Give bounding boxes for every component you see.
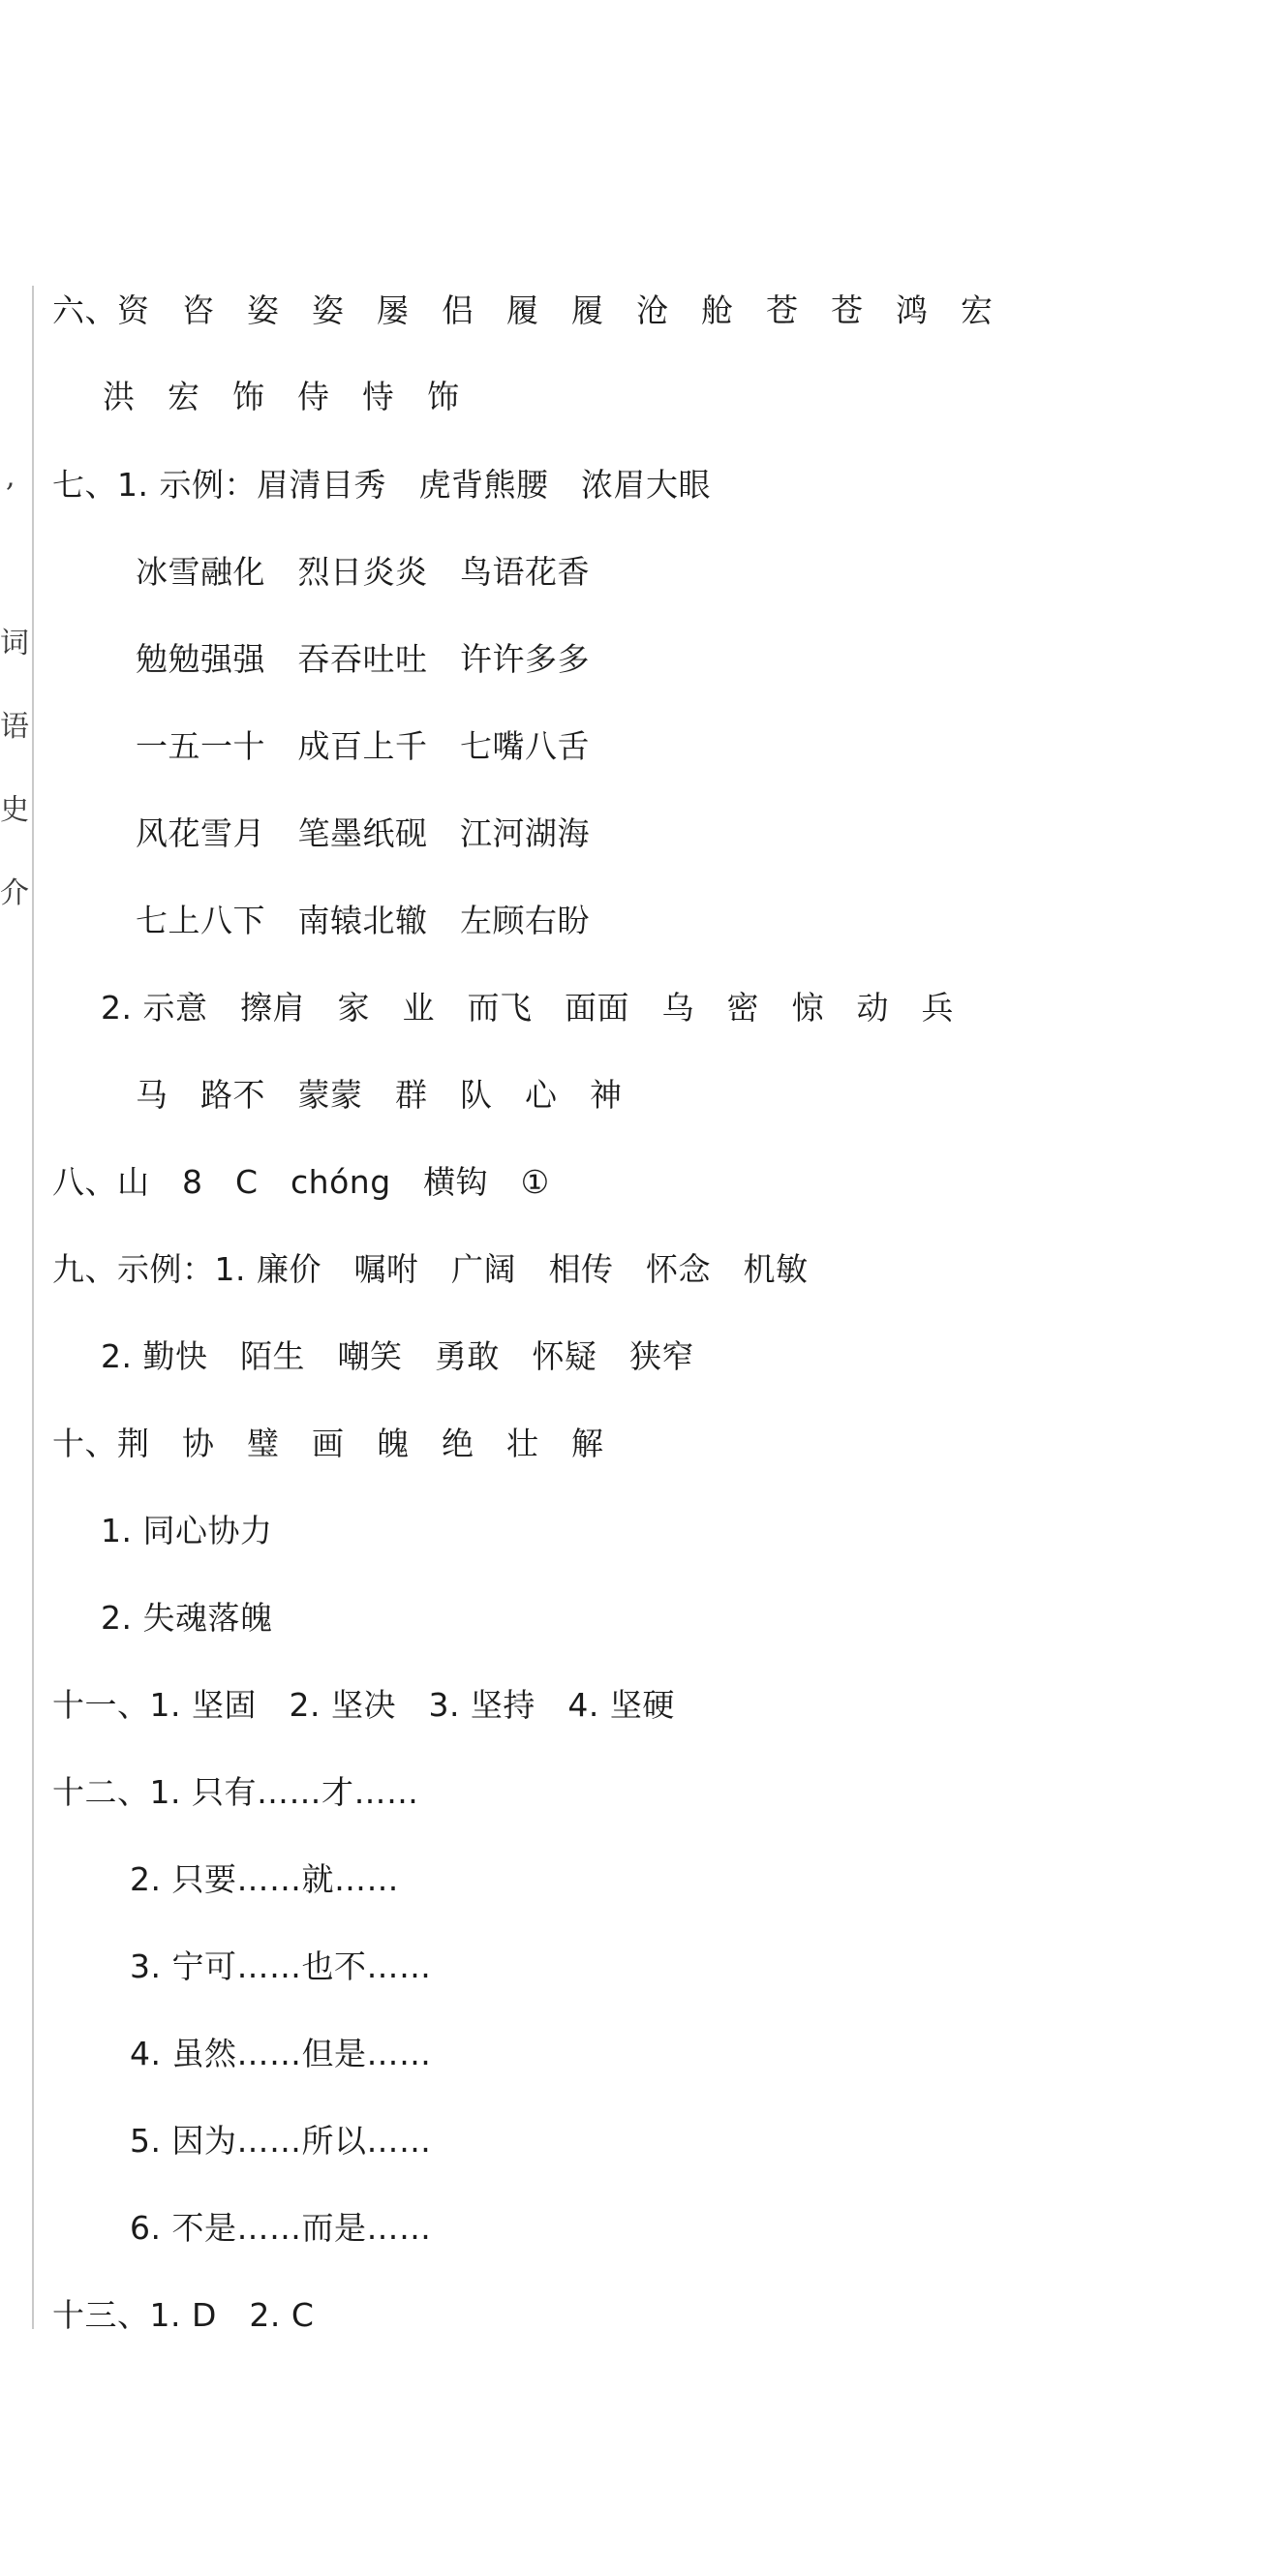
answer-line-8: 八、山 8 C chóng 横钩 ①	[52, 1163, 550, 1201]
answer-line-7-1-f: 七上八下 南辕北辙 左顾右盼	[136, 902, 590, 939]
answer-line-7-1: 七、1. 示例：眉清目秀 虎背熊腰 浓眉大眼	[52, 466, 711, 504]
answer-line-11: 十一、1. 坚固 2. 坚决 3. 坚持 4. 坚硬	[52, 1686, 675, 1724]
answer-line-9-2: 2. 勤快 陌生 嘲笑 勇敢 怀疑 狭窄	[101, 1337, 694, 1375]
edge-fragment: 词	[0, 627, 29, 660]
answer-line-12-2: 2. 只要……就……	[130, 1860, 399, 1898]
answer-line-9-1: 九、示例：1. 廉价 嘱咐 广阔 相传 怀念 机敏	[52, 1250, 809, 1288]
answer-line-10-1: 1. 同心协力	[101, 1512, 273, 1549]
answer-line-7-2-b: 马 路不 蒙蒙 群 队 心 神	[136, 1076, 623, 1114]
answer-line-12-5: 5. 因为……所以……	[130, 2122, 432, 2160]
edge-fragment: 介	[0, 876, 29, 910]
answer-line-12-4: 4. 虽然……但是……	[130, 2035, 432, 2072]
edge-fragment: ,	[6, 460, 15, 494]
answer-line-7-1-e: 风花雪月 笔墨纸砚 江河湖海	[136, 814, 590, 852]
edge-fragment: 史	[0, 793, 29, 827]
answer-line-6: 六、资 咨 姿 姿 屡 侣 履 履 沧 舱 苍 苍 鸿 宏	[52, 291, 994, 329]
answer-line-6-cont: 洪 宏 饰 侍 恃 饰	[103, 378, 460, 415]
binding-margin-rule	[32, 286, 34, 2329]
answer-line-12-1: 十二、1. 只有……才……	[52, 1773, 419, 1811]
answer-line-10: 十、荆 协 璧 画 魄 绝 壮 解	[52, 1425, 604, 1462]
edge-fragment: 语	[0, 710, 29, 744]
answer-line-10-2: 2. 失魂落魄	[101, 1599, 273, 1637]
answer-line-7-2: 2. 示意 擦肩 家 业 而飞 面面 乌 密 惊 动 兵	[101, 989, 954, 1027]
answer-line-7-1-b: 冰雪融化 烈日炎炎 鸟语花香	[136, 553, 590, 591]
answer-line-7-1-d: 一五一十 成百上千 七嘴八舌	[136, 727, 590, 765]
answer-line-12-6: 6. 不是……而是……	[130, 2209, 432, 2247]
answer-line-7-1-c: 勉勉强强 吞吞吐吐 许许多多	[136, 640, 590, 678]
answer-line-12-3: 3. 宁可……也不……	[130, 1947, 432, 1985]
answer-line-13: 十三、1. D 2. C	[52, 2296, 315, 2334]
